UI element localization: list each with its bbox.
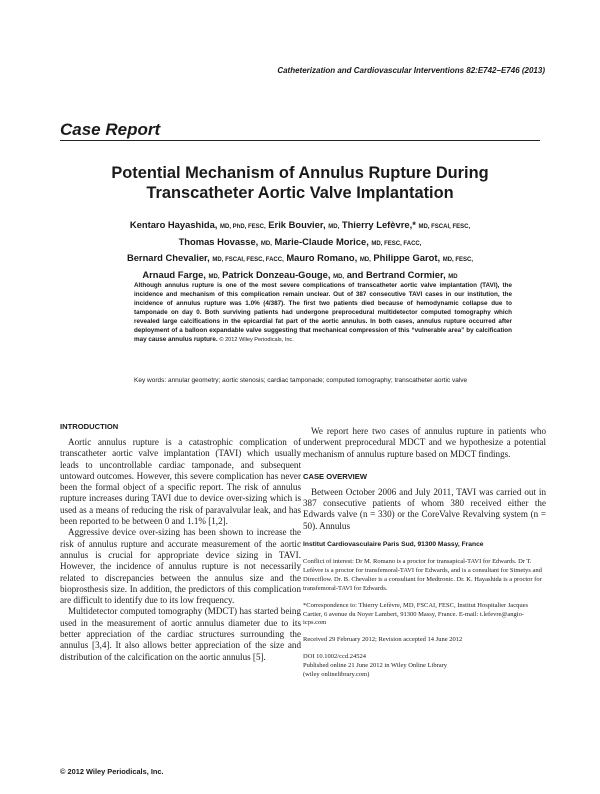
author-name: Thomas Hovasse, (178, 235, 259, 247)
author-degrees: MD, (359, 257, 371, 264)
author-list (60, 218, 540, 285)
received-dates: Received 29 February 2012; Revision accepted 14 June 2012 (303, 636, 463, 644)
author-degrees: MD, (328, 224, 340, 230)
keywords: Key words: annular geometry; aortic stenosis; cardiac tamponade; computed tomography; transcatheter aortic valve (134, 377, 468, 384)
correspondence: *Correspondence to: Thierry Lefèvre, MD, FSCAI, FESC, Institut Hospitalier Jacques Cartier, 6 avenue du Noyer Lambert, 91300 Massy, France. E-mail: t.lefevre@angio-icps.com (303, 601, 528, 627)
abstract-copyright: © 2012 Wiley Periodicals, Inc. (219, 337, 294, 343)
header-rule (60, 140, 540, 141)
title-line-2: Transcatheter Aortic Valve Implantation (146, 184, 454, 202)
author-name: Kentaro Hayashida, (129, 219, 218, 230)
author-name: Bernard Chevalier, (126, 252, 210, 264)
intro-paragraph-1: Aortic annulus rupture is a catastrophic complication of transcatheter aortic valve implantation (TAVI) which usually leads to uncontrollable cardiac tamponade, and subsequent untoward outcomes. However, this severe complication has never been the formal object of a specific report. The risk of annulus rupture increases during TAVI due to device over-sizing which is used as a means of reducing the risk of paravalvular leak, and has been reported to be between 0 and 1.1% [1,2]. (60, 437, 301, 527)
author-degrees: MD, (260, 240, 272, 247)
wiley-online-library: (wiley onlinelibrary.com) (303, 671, 370, 679)
author-line-3 (60, 251, 540, 268)
intro-paragraph-2: Aggressive device over-sizing has been shown to increase the risk of annulus rupture and accurate measurement of the aortic annulus is crucial for appropriate device sizing in TAVI. However, the incidence of annulus rupture is not necessarily related to discrepancies between the annulus size and the bioprosthesis size. In addition, the predictors of this complication are difficult to identify due to its low frequency. (60, 527, 301, 606)
author-degrees: MD (448, 274, 458, 281)
author-line-1 (60, 218, 540, 235)
author-name: Arnaud Farge, (142, 269, 206, 281)
running-head: Catheterization and Cardiovascular Interventions 82:E742–E746 (2013) (277, 66, 545, 75)
case-paragraph-1: Between October 2006 and July 2011, TAVI was carried out in 387 consecutive patients of whom 380 received either the Edwards valve (n = 330) or the CoreValve Revalving system (n = 50). Annulus (303, 486, 546, 531)
intro-paragraph-3: Multidetector computed tomography (MDCT) has started being used in the measurement of aortic annulus diameter due to its better appreciation of the cardiac structures surrounding the annulus [3,4]. It also allows better appreciation of the size and distribution of the calcification on the aortic annulus [5]. (60, 606, 301, 662)
introduction-heading: INTRODUCTION (60, 422, 119, 431)
author-degrees: MD, FESC, FACC, (371, 240, 422, 247)
left-column (60, 422, 301, 663)
author-name: Thierry Lefèvre,* (341, 219, 416, 230)
title-line-1: Potential Mechanism of Annulus Rupture During (111, 164, 489, 182)
right-column (303, 422, 546, 680)
section-type-label: Case Report (60, 120, 161, 139)
author-name: Mauro Romano, (286, 252, 358, 264)
case-overview-heading: CASE OVERVIEW (303, 471, 367, 481)
doi: DOI 10.1002/ccd.24524 (303, 653, 367, 661)
author-degrees: MD, FESC, (442, 257, 474, 264)
author-degrees: MD, PhD, FESC, (220, 224, 266, 230)
author-degrees: MD, (208, 274, 220, 281)
abstract-text: Although annulus rupture is one of the most severe complications of transcatheter aortic valve implantation (TAVI), the incidence and mechanism of this complication remain unclear. Out of 387 consecutive TAVI cases in our institution, the incidence of annulus rupture was 1.0% (4/387). The first two patients died because of hemodynamic collapse due to tamponade on day 0. Both surviving patients had undergone preprocedural multidetector computed tomography which revealed large calcifications in the epicardial fat part of the aortic annulus. In both cases, annulus rupture occurred after deployment of a balloon expandable valve suggesting that mechanical compression of this “vulnerable area” by calcification may cause annulus rupture. (134, 282, 512, 343)
author-name: Philippe Garot, (373, 252, 441, 264)
conflict-of-interest: Conflict of interest: Dr M. Romano is a proctor for transapical-TAVI for Edwards. Dr T. Lefèvre is a proctor for transfemoral-TAVI for Edwards, and is a consultant for Simetys and Directflow. Dr. B. Chevalier is a consultant for Medtronic. Dr. K. Hayashida is a proctor for transfemoral-TAVI for Edwards. (303, 557, 542, 592)
author-degrees: MD, FSCAI, FESC, (418, 224, 471, 230)
author-degrees: MD, (333, 274, 345, 281)
article-title (60, 163, 540, 203)
author-degrees: MD, FSCAI, FESC, FACC, (212, 257, 284, 264)
author-line-2 (60, 235, 540, 252)
author-name: Marie-Claude Morice, (274, 235, 369, 247)
author-name: Patrick Donzeau-Gouge, (222, 269, 331, 281)
affiliation: Institut Cardiovasculaire Paris Sud, 91300 Massy, France (303, 541, 484, 549)
intro-paragraph-4: We report here two cases of annulus rupture in patients who underwent preprocedural MDCT and we hypothesize a potential mechanism of annulus rupture based on MDCT findings. (303, 426, 546, 459)
author-name: Erik Bouvier, (268, 219, 326, 230)
footer-copyright: © 2012 Wiley Periodicals, Inc. (60, 767, 164, 776)
published-online: Published online 21 June 2012 in Wiley Online Library (303, 662, 448, 670)
abstract (134, 281, 512, 345)
author-name: and Bertrand Cormier, (346, 269, 446, 281)
